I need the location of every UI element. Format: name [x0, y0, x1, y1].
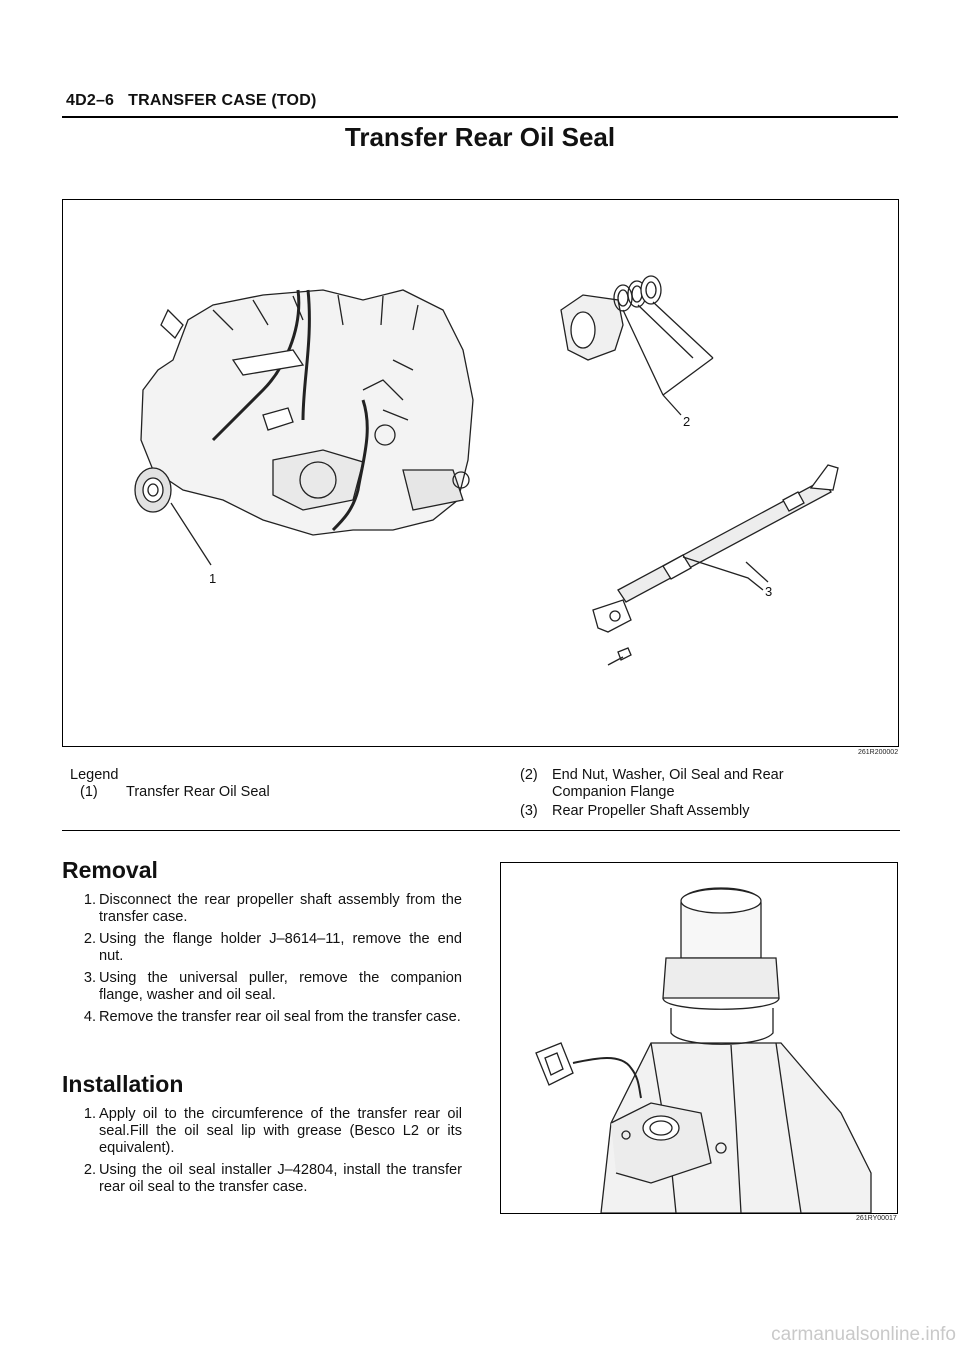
callout-2: 2: [683, 414, 691, 429]
list-item: 2. Using the oil seal installer J–42804, install the transfer rear oil seal to the transfer case.: [83, 1162, 462, 1195]
callout-3: 3: [765, 584, 773, 599]
callout-1: 1: [209, 571, 217, 586]
legend-item: [520, 803, 850, 820]
figure-1-code: 261R200002: [858, 749, 899, 756]
removal-heading: Removal: [62, 857, 158, 883]
list-item: 1. Apply oil to the circumference of the transfer rear oil seal.Fill the oil seal lip with grease (Besco L2 or its equivalent).: [83, 1106, 462, 1156]
legend-item-text: Transfer Rear Oil Seal: [126, 784, 270, 800]
list-item: 3. Using the universal puller, remove the companion flange, washer and oil seal.: [83, 970, 462, 1003]
header-section-title: TRANSFER CASE (TOD): [128, 92, 317, 109]
page-header: [66, 92, 317, 110]
legend-item: [520, 767, 850, 801]
list-item: 2. Using the flange holder J–8614–11, remove the end nut.: [83, 931, 462, 964]
removal-steps: [72, 892, 462, 1031]
legend: [70, 767, 490, 801]
transfer-case-illustration: [63, 200, 898, 746]
legend-column-2: [520, 767, 850, 820]
legend-rule: [62, 830, 900, 831]
list-item: 1. Disconnect the rear propeller shaft assembly from the transfer case.: [83, 892, 462, 925]
header-section-number: 4D2–6: [66, 92, 115, 109]
legend-item-number: (2): [520, 767, 538, 783]
installation-heading: Installation: [62, 1071, 184, 1097]
legend-item-text: End Nut, Washer, Oil Seal and Rear Companion Flange: [552, 767, 784, 800]
figure-exploded-view: [62, 199, 899, 747]
oil-seal-installer-illustration: [501, 863, 897, 1213]
header-rule: [62, 116, 898, 118]
figure-2-code: 261RY00017: [856, 1215, 897, 1222]
legend-item: [80, 784, 490, 801]
legend-title: Legend: [70, 767, 119, 783]
page-title: Transfer Rear Oil Seal: [344, 122, 616, 152]
legend-item-number: (1): [80, 784, 98, 800]
legend-item-text: Rear Propeller Shaft Assembly: [552, 803, 750, 819]
figure-oil-seal-installer: [500, 862, 898, 1214]
watermark: carmanualsonline.info: [771, 1324, 956, 1345]
list-item: 4. Remove the transfer rear oil seal from the transfer case.: [83, 1009, 461, 1025]
legend-item-number: (3): [520, 803, 538, 819]
installation-steps: [72, 1106, 462, 1201]
